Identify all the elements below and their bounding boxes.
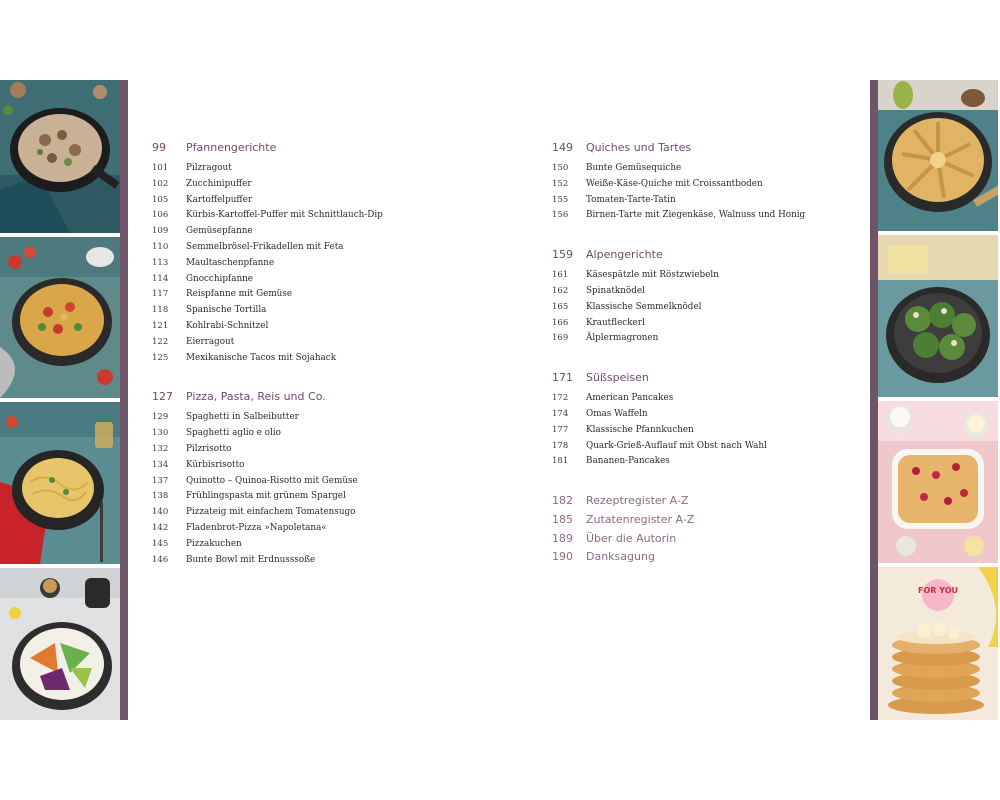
toc-entry[interactable] (552, 302, 852, 318)
entry-page-number: 122 (152, 336, 169, 347)
toc-section (552, 141, 852, 226)
entry-title: Weiße-Käse-Quiche mit Croissantboden (586, 178, 763, 189)
appendix-page-number: 185 (552, 512, 573, 526)
spaghetti-bowl-photo (0, 402, 120, 564)
entry-title: Älplermagronen (586, 333, 659, 344)
entry-title: Frühlingspasta mit grünem Spargel (186, 491, 346, 502)
entry-page-number: 156 (552, 210, 569, 221)
entry-title: Kartoffelpuffer (186, 194, 253, 205)
toc-section (152, 141, 482, 368)
entry-page-number: 121 (152, 320, 169, 331)
entry-title: Klassische Semmelknödel (586, 301, 702, 312)
entry-page-number: 150 (552, 163, 569, 173)
entry-page-number: 130 (152, 428, 169, 439)
entry-title: Birnen-Tarte mit Ziegenkäse, Walnuss und Honig (586, 210, 806, 221)
toc-entry[interactable] (152, 305, 482, 321)
entry-page-number: 105 (152, 194, 169, 205)
entry-page-number: 145 (152, 538, 169, 549)
entry-page-number: 177 (552, 424, 569, 435)
entry-title: Maultaschenpfanne (186, 257, 275, 268)
entry-title: Kürbisrisotto (186, 459, 245, 470)
entry-page-number: 178 (552, 440, 569, 451)
entry-page-number: 146 (152, 554, 169, 565)
entry-title: Pilzrisotto (186, 443, 232, 454)
toc-entry[interactable] (552, 163, 852, 179)
entry-title: Spaghetti aglio e olio (186, 428, 281, 439)
entry-page-number: 172 (552, 393, 569, 404)
entry-title: Mexikanische Tacos mit Sojahack (186, 352, 337, 363)
toc-entry[interactable] (152, 353, 482, 369)
appendix-title: Über die Autorin (586, 531, 677, 545)
toc-entry[interactable] (152, 412, 482, 428)
entry-page-number: 165 (552, 301, 569, 312)
toc-entry[interactable] (152, 210, 482, 226)
entry-title: Gnocchipfanne (186, 273, 253, 284)
section-title[interactable]: Quiches und Tartes (586, 141, 692, 154)
toc-section (552, 371, 852, 472)
appendix-page-number: 182 (552, 494, 573, 508)
entry-page-number: 109 (152, 226, 169, 237)
entry-page-number: 106 (152, 210, 169, 221)
entry-title: Omas Waffeln (586, 408, 648, 419)
quark-casserole-photo (878, 401, 998, 563)
toc-entry[interactable] (152, 179, 482, 195)
toc-entry[interactable] (552, 318, 852, 334)
entry-title: Gemüsepfanne (186, 226, 253, 237)
toc-entry[interactable] (152, 476, 482, 492)
toc-entry[interactable] (152, 258, 482, 274)
toc-entry[interactable] (152, 523, 482, 539)
section-title[interactable]: Pfannengerichte (186, 141, 277, 154)
toc-entry[interactable] (152, 507, 482, 523)
entry-title: Fladenbrot-Pizza »Napoletana« (186, 522, 327, 533)
for-you-sign: FOR YOU (917, 586, 959, 595)
entry-page-number: 129 (152, 412, 169, 423)
entry-page-number: 113 (152, 257, 169, 268)
entry-page-number: 140 (152, 507, 169, 518)
appendix-entry[interactable] (552, 532, 852, 551)
toc-entry[interactable] (552, 179, 852, 195)
toc-entry[interactable] (552, 195, 852, 211)
toc-entry[interactable] (552, 286, 852, 302)
toc-entry[interactable] (152, 289, 482, 305)
right-photo-strip (878, 80, 998, 720)
toc-entry[interactable] (152, 242, 482, 258)
pear-tarte-photo (878, 80, 998, 231)
toc-entry[interactable] (152, 163, 482, 179)
toc-entry[interactable] (552, 409, 852, 425)
entry-page-number: 155 (552, 194, 569, 205)
entry-page-number: 125 (152, 352, 169, 363)
entry-title: Quinotto – Quinoa-Risotto mit Gemüse (186, 475, 358, 486)
left-accent-band (120, 80, 128, 720)
toc-entry[interactable] (152, 491, 482, 507)
toc-entry[interactable] (152, 321, 482, 337)
gnocchi-pan-photo (0, 237, 120, 398)
section-page-number: 149 (552, 141, 573, 154)
entry-title: Spanische Tortilla (186, 305, 267, 316)
entry-page-number: 134 (152, 459, 169, 470)
entry-title: Klassische Pfannkuchen (586, 424, 694, 435)
appendix-entry[interactable] (552, 513, 852, 532)
appendix-entry[interactable] (552, 494, 852, 513)
section-page-number: 171 (552, 371, 573, 385)
toc-entry[interactable] (552, 456, 852, 472)
toc-entry[interactable] (152, 195, 482, 211)
section-page-number: 99 (152, 141, 166, 154)
toc-entry[interactable] (552, 441, 852, 457)
toc-entry[interactable] (552, 425, 852, 441)
toc-section (152, 390, 482, 570)
left-photo-strip (0, 80, 120, 720)
entry-page-number: 137 (152, 475, 169, 486)
appendix-entry[interactable] (552, 550, 852, 569)
entry-page-number: 152 (552, 178, 569, 189)
entry-page-number: 162 (552, 285, 569, 296)
toc-entry[interactable] (552, 393, 852, 409)
mushroom-ragout-pan-photo (0, 80, 120, 233)
toc-entry[interactable] (152, 444, 482, 460)
entry-title: Bunte Bowl mit Erdnusssoße (186, 554, 316, 565)
toc-entry[interactable] (152, 428, 482, 444)
entry-title: Krautfleckerl (586, 317, 645, 328)
entry-page-number: 114 (152, 273, 169, 284)
entry-page-number: 161 (552, 270, 569, 281)
toc-right-page (552, 80, 852, 569)
entry-title: Quark-Grieß-Auflauf mit Obst nach Wahl (586, 440, 767, 451)
entry-page-number: 138 (152, 491, 169, 502)
entry-title: Spinatknödel (586, 285, 645, 296)
section-page-number: 159 (552, 248, 573, 262)
colorful-bowl-photo (0, 568, 120, 720)
entry-page-number: 169 (552, 333, 569, 344)
entry-title: Zucchinipuffer (186, 178, 252, 189)
appendix-page-number: 189 (552, 531, 573, 545)
appendix-title: Danksagung (586, 550, 655, 564)
toc-appendix (552, 494, 852, 569)
entry-title: Bunte Gemüsequiche (586, 163, 682, 173)
entry-title: Pizzakuchen (186, 538, 242, 549)
entry-title: American Pancakes (586, 393, 674, 404)
entry-title: Semmelbrösel-Frikadellen mit Feta (186, 241, 344, 252)
spinach-dumplings-photo (878, 235, 998, 397)
entry-page-number: 102 (152, 178, 169, 189)
section-title[interactable]: Süßspeisen (586, 371, 649, 385)
right-accent-band (870, 80, 878, 720)
entry-page-number: 118 (152, 305, 169, 316)
appendix-title: Zutatenregister A-Z (586, 512, 695, 526)
entry-page-number: 101 (152, 163, 169, 173)
entry-page-number: 181 (552, 456, 569, 467)
toc-section (552, 248, 852, 349)
entry-title: Käsespätzle mit Röstzwiebeln (586, 270, 719, 281)
toc-entry[interactable] (152, 460, 482, 476)
toc-entry[interactable] (552, 270, 852, 286)
appendix-page-number: 190 (552, 550, 573, 564)
toc-entry[interactable] (152, 226, 482, 242)
section-title[interactable]: Alpengerichte (586, 248, 663, 262)
entry-title: Kürbis-Kartoffel-Puffer mit Schnittlauch-Dip (186, 210, 383, 221)
entry-page-number: 166 (552, 317, 569, 328)
toc-left-page (152, 80, 482, 592)
toc-entry[interactable] (152, 539, 482, 555)
entry-title: Eierragout (186, 336, 235, 347)
entry-title: Pizzateig mit einfachem Tomatensugo (186, 507, 356, 518)
pancake-stack-photo (878, 567, 998, 720)
toc-entry[interactable] (152, 555, 482, 571)
entry-title: Pilzragout (186, 163, 232, 173)
appendix-title: Rezeptregister A-Z (586, 494, 689, 508)
entry-title: Spaghetti in Salbeibutter (186, 412, 299, 423)
entry-title: Bananen-Pancakes (586, 456, 670, 467)
entry-page-number: 174 (552, 408, 569, 419)
toc-entry[interactable] (552, 333, 852, 349)
section-title[interactable]: Pizza, Pasta, Reis und Co. (186, 390, 326, 404)
book-spread (0, 80, 1000, 720)
entry-page-number: 110 (152, 241, 169, 252)
entry-page-number: 132 (152, 443, 169, 454)
entry-title: Kohlrabi-Schnitzel (186, 320, 269, 331)
entry-title: Reispfanne mit Gemüse (186, 289, 293, 300)
entry-page-number: 117 (152, 289, 169, 300)
toc-entry[interactable] (152, 337, 482, 353)
entry-page-number: 142 (152, 522, 169, 533)
section-page-number: 127 (152, 390, 173, 404)
entry-title: Tomaten-Tarte-Tatin (586, 194, 676, 205)
toc-entry[interactable] (552, 210, 852, 226)
toc-entry[interactable] (152, 274, 482, 290)
